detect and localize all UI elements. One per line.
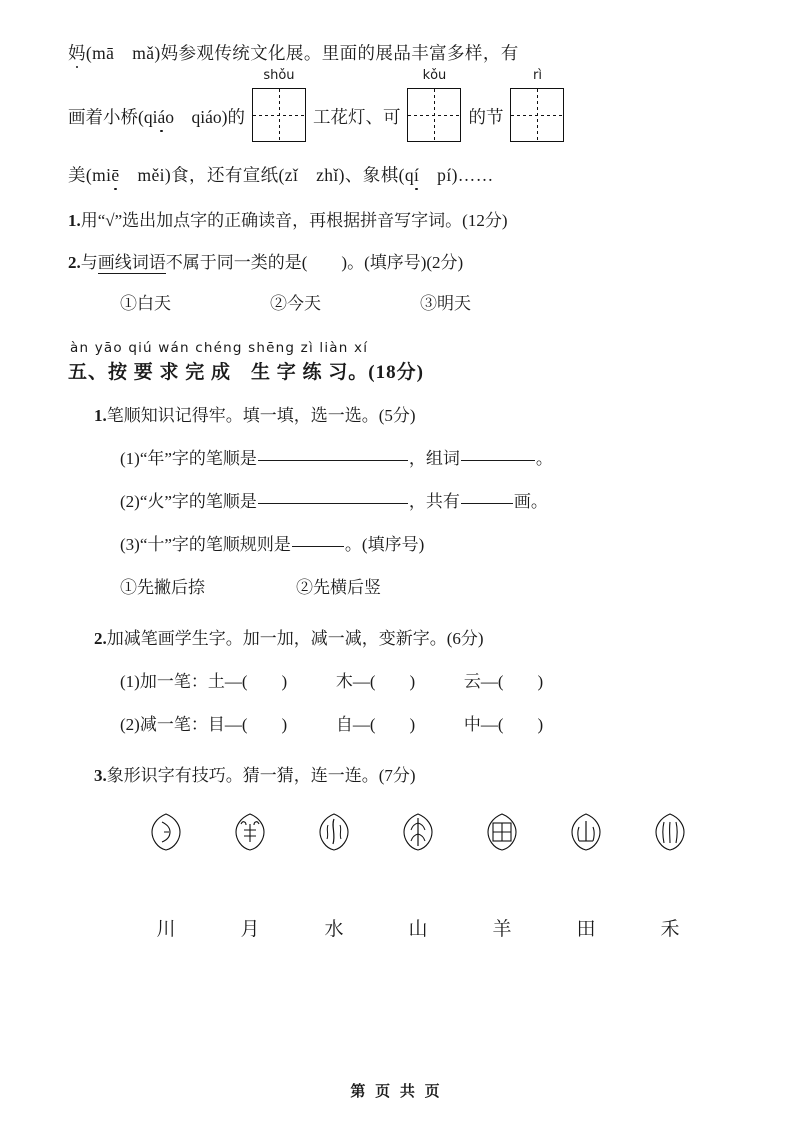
passage-line-2-mid: 工花灯、可: [312, 107, 401, 128]
item-1-sub-2: [120, 487, 728, 512]
item-1-sub-2-pre: (2)“火”字的笔顺是: [120, 491, 257, 511]
pictograph-river[interactable]: [628, 812, 712, 852]
answer-blank[interactable]: [258, 502, 408, 504]
pictograph-sheep[interactable]: [208, 812, 292, 852]
item-2-cell[interactable]: 云—( ): [463, 671, 544, 691]
item-1-option-1[interactable]: ①先撇后捺: [120, 577, 205, 597]
item-1-sub-3-pre: (3)“十”字的笔顺规则是: [120, 534, 291, 554]
write-box-2-pinyin: kǒu: [422, 68, 447, 84]
passage-line-2: [68, 68, 728, 142]
write-box-2[interactable]: [407, 68, 461, 142]
option-3[interactable]: ③明天: [420, 293, 471, 313]
pictograph-moon[interactable]: [124, 812, 208, 852]
item-1-title-row: [94, 401, 728, 426]
passage-line-3: 美(miē měi)食，还有宣纸(zǐ zhǐ)、象棋(qí pí)……: [68, 165, 494, 186]
item-2-title: 加减笔画学生字。加一加，减一减，变新字。(6分): [106, 628, 484, 648]
tian-zi-ge-grid[interactable]: [252, 88, 306, 142]
item-1-sub-1-pre: (1)“年”字的笔顺是: [120, 448, 257, 468]
item-1-sub-1-post: 。: [535, 448, 553, 468]
worksheet-content: [68, 40, 728, 941]
pictograph-field[interactable]: [460, 812, 544, 852]
answer-char[interactable]: 禾: [660, 918, 680, 940]
passage-line-2-suffix: 的节: [468, 107, 504, 128]
pictograph-water[interactable]: [292, 812, 376, 852]
answer-blank[interactable]: [258, 459, 408, 461]
item-2-sub-1-label: (1)加一笔：: [120, 671, 208, 691]
item-2-cell[interactable]: 自—( ): [335, 714, 416, 734]
item-1-sub-1: [120, 444, 728, 469]
answer-char[interactable]: 水: [324, 918, 344, 940]
passage-line-1: [68, 40, 728, 66]
question-1-number: 1.: [68, 210, 81, 230]
dotted-char-ma: 妈: [68, 43, 86, 63]
write-box-3[interactable]: [510, 68, 564, 142]
item-1-number: 1.: [94, 405, 107, 425]
item-3-number: 3.: [94, 765, 107, 785]
answer-char[interactable]: 山: [408, 918, 428, 940]
tian-zi-ge-grid[interactable]: [407, 88, 461, 142]
answer-char[interactable]: 川: [156, 918, 176, 940]
section-heading: [68, 340, 728, 384]
question-2-options: [120, 289, 728, 314]
item-2-cell[interactable]: 土—( ): [207, 671, 288, 691]
page-footer: 第 页 共 页: [350, 1084, 443, 1100]
pictograph-grain[interactable]: [376, 812, 460, 852]
item-1-sub-3-mid: 。(填序号): [344, 534, 425, 554]
answer-blank[interactable]: [461, 502, 513, 504]
option-2[interactable]: ②今天: [270, 293, 321, 313]
item-3-title: 象形识字有技巧。猜一猜，连一连。(7分): [106, 765, 416, 785]
question-2: [68, 248, 728, 273]
item-2-sub-2: [120, 710, 728, 735]
item-1-sub-2-mid: ，共有: [408, 491, 460, 511]
section-title: 五、按 要 求 完 成 生 字 练 习。(18分): [68, 361, 424, 383]
answer-blank[interactable]: [292, 545, 344, 547]
answer-char[interactable]: 月: [240, 918, 260, 940]
item-1-sub-3: [120, 530, 728, 555]
section-pinyin: àn yāo qiú wán chéng shēng zì liàn xí: [70, 339, 369, 356]
pictograph-row: [124, 812, 728, 852]
write-box-1-pinyin: shǒu: [263, 68, 295, 84]
question-1: [68, 206, 728, 231]
answer-blank[interactable]: [461, 459, 535, 461]
answer-char[interactable]: 羊: [492, 918, 512, 940]
passage-line-2-prefix: 画着小桥(qiáo qiáo)的: [68, 107, 245, 128]
underlined-phrase: 画线词语: [97, 252, 166, 272]
pictograph-mountain[interactable]: [544, 812, 628, 852]
write-box-1[interactable]: [252, 68, 306, 142]
question-2-text-a: 与: [80, 252, 98, 272]
item-2-cell[interactable]: 木—( ): [335, 671, 416, 691]
passage-line-1-rest: (mā mǎ)妈参观传统文化展。里面的展品丰富多样，有: [85, 43, 519, 63]
item-1-sub-2-post: 画。: [513, 491, 548, 511]
item-2-cell[interactable]: 目—( ): [207, 714, 288, 734]
tian-zi-ge-grid[interactable]: [510, 88, 564, 142]
question-1-text: 用“√”选出加点字的正确读音，再根据拼音写字词。(12分): [80, 210, 508, 230]
item-1-options: [120, 573, 728, 598]
option-1[interactable]: ①白天: [120, 293, 171, 313]
item-2-sub-2-label: (2)减一笔：: [120, 714, 208, 734]
item-3-title-row: [94, 761, 728, 786]
item-1-sub-1-mid: ，组词: [408, 448, 460, 468]
item-1-option-2[interactable]: ②先横后竖: [296, 577, 381, 597]
item-1-title: 笔顺知识记得牢。填一填，选一选。(5分): [106, 405, 416, 425]
item-2-cell[interactable]: 中—( ): [463, 714, 544, 734]
item-2-number: 2.: [94, 628, 107, 648]
answer-char[interactable]: 田: [576, 918, 596, 940]
question-2-text-b: 不属于同一类的是( )。(填序号)(2分): [165, 252, 464, 272]
question-2-number: 2.: [68, 252, 81, 272]
write-box-3-pinyin: rì: [532, 68, 542, 84]
item-2-title-row: [94, 624, 728, 649]
item-2-sub-1: [120, 667, 728, 692]
answer-char-row: [124, 914, 728, 941]
